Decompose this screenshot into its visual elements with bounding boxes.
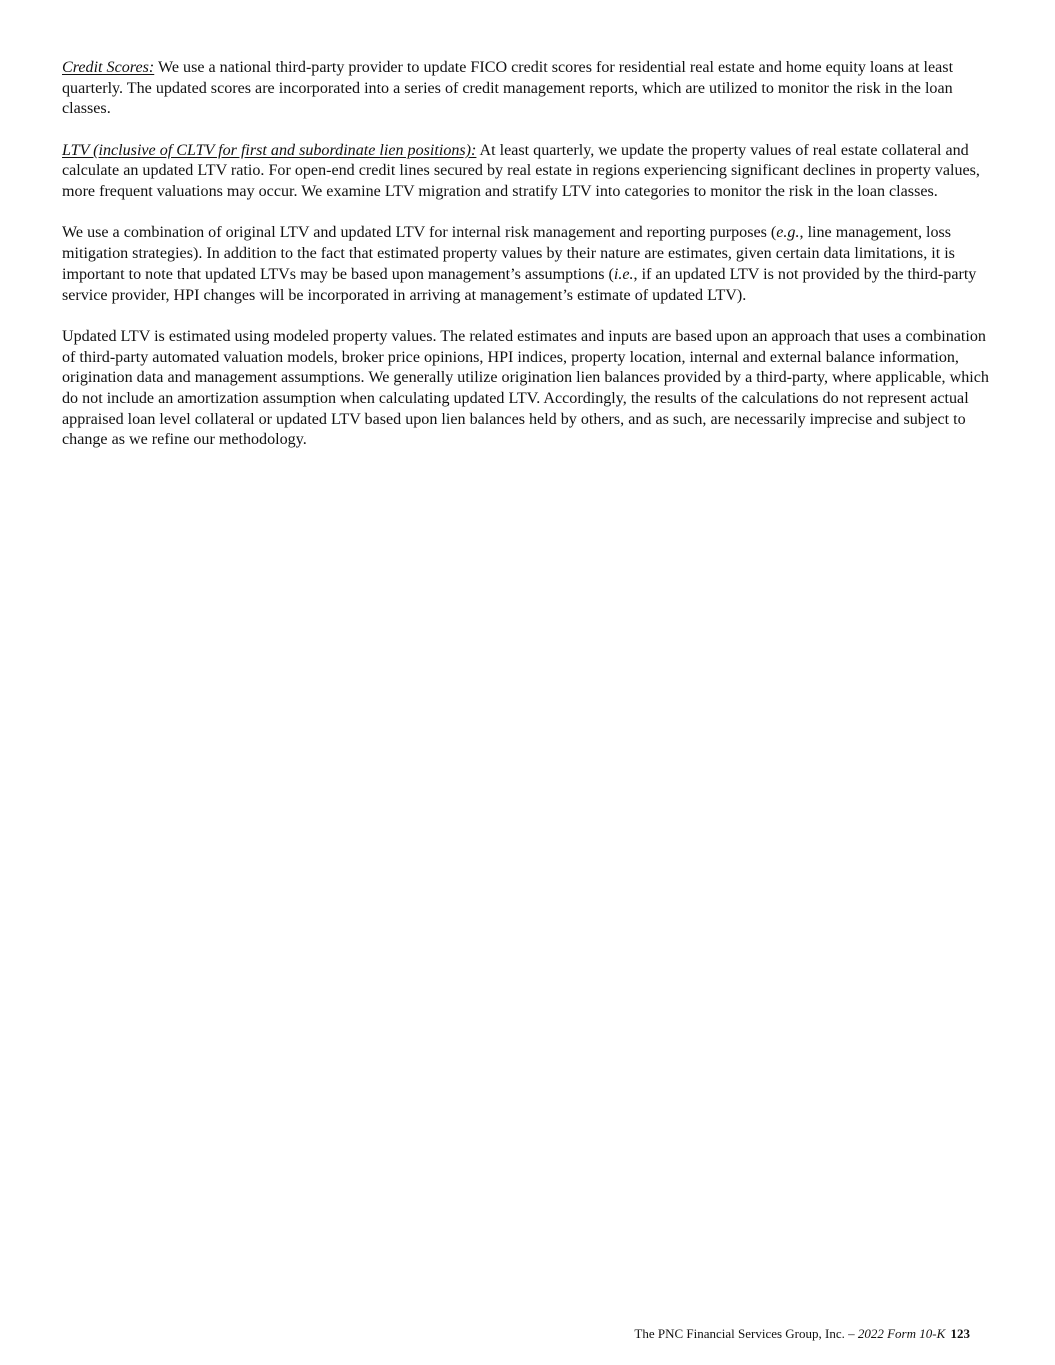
combination-text-3: , if an updated LTV is not provided by the third-party service provider, HPI changes will be incorporated in arriving at management’s estimate of updated LTV). bbox=[62, 265, 977, 304]
page-number: 123 bbox=[950, 1326, 970, 1341]
credit-scores-text: We use a national third-party provider to update FICO credit scores for residential real estate and home equity loans at least quarterly. The updated scores are incorporated into a series of credit management reports, which are utilized to monitor the risk in the loan classes. bbox=[62, 59, 954, 118]
footer-form: 2022 Form 10-K bbox=[857, 1326, 946, 1341]
footer-company: The PNC Financial Services Group, Inc. – bbox=[634, 1326, 858, 1341]
paragraph-credit-scores bbox=[62, 58, 997, 120]
paragraph-ltv bbox=[62, 141, 997, 203]
ltv-text: At least quarterly, we update the property values of real estate collateral and calculate an updated LTV ratio. For open-end credit lines secured by real estate in regions experiencing significant declines in property values, more frequent valuations may occur. We examine LTV migration and stratify LTV into categories to monitor the risk in the loan classes. bbox=[62, 141, 980, 201]
paragraph-updated-ltv bbox=[62, 327, 997, 451]
credit-scores-heading: Credit Scores: bbox=[62, 59, 155, 76]
combination-text-1: We use a combination of original LTV and updated LTV for internal risk management and reporting purposes ( bbox=[62, 224, 777, 242]
ltv-heading: LTV (inclusive of CLTV for first and subordinate lien positions): bbox=[62, 141, 477, 159]
document-body bbox=[62, 58, 997, 472]
combination-eg: e.g. bbox=[776, 224, 800, 242]
updated-ltv-text: Updated LTV is estimated using modeled property values. The related estimates and inputs are based upon an approach that uses a combination of third-party automated valuation models, broker price opinions, HPI indices, property location, internal and external balance information, origination data and management assumptions. We generally utilize origination lien balances provided by a third-party, where applicable, which do not include an amortization assumption when calculating updated LTV. Accordingly, the results of the calculations do not represent actual appraised loan level collateral or updated LTV based upon lien balances held by others, and as such, are necessarily imprecise and subject to change as we refine our methodology. bbox=[62, 327, 989, 449]
combination-ie: i.e. bbox=[613, 265, 634, 283]
page-footer bbox=[634, 1325, 970, 1343]
paragraph-ltv-combination bbox=[62, 223, 997, 306]
combination-text-2: , line management, loss mitigation strategies). In addition to the fact that estimated property values by their nature are estimates, given certain data limitations, it is important to note that updated LTVs may be based upon management’s assumptions ( bbox=[62, 224, 955, 283]
